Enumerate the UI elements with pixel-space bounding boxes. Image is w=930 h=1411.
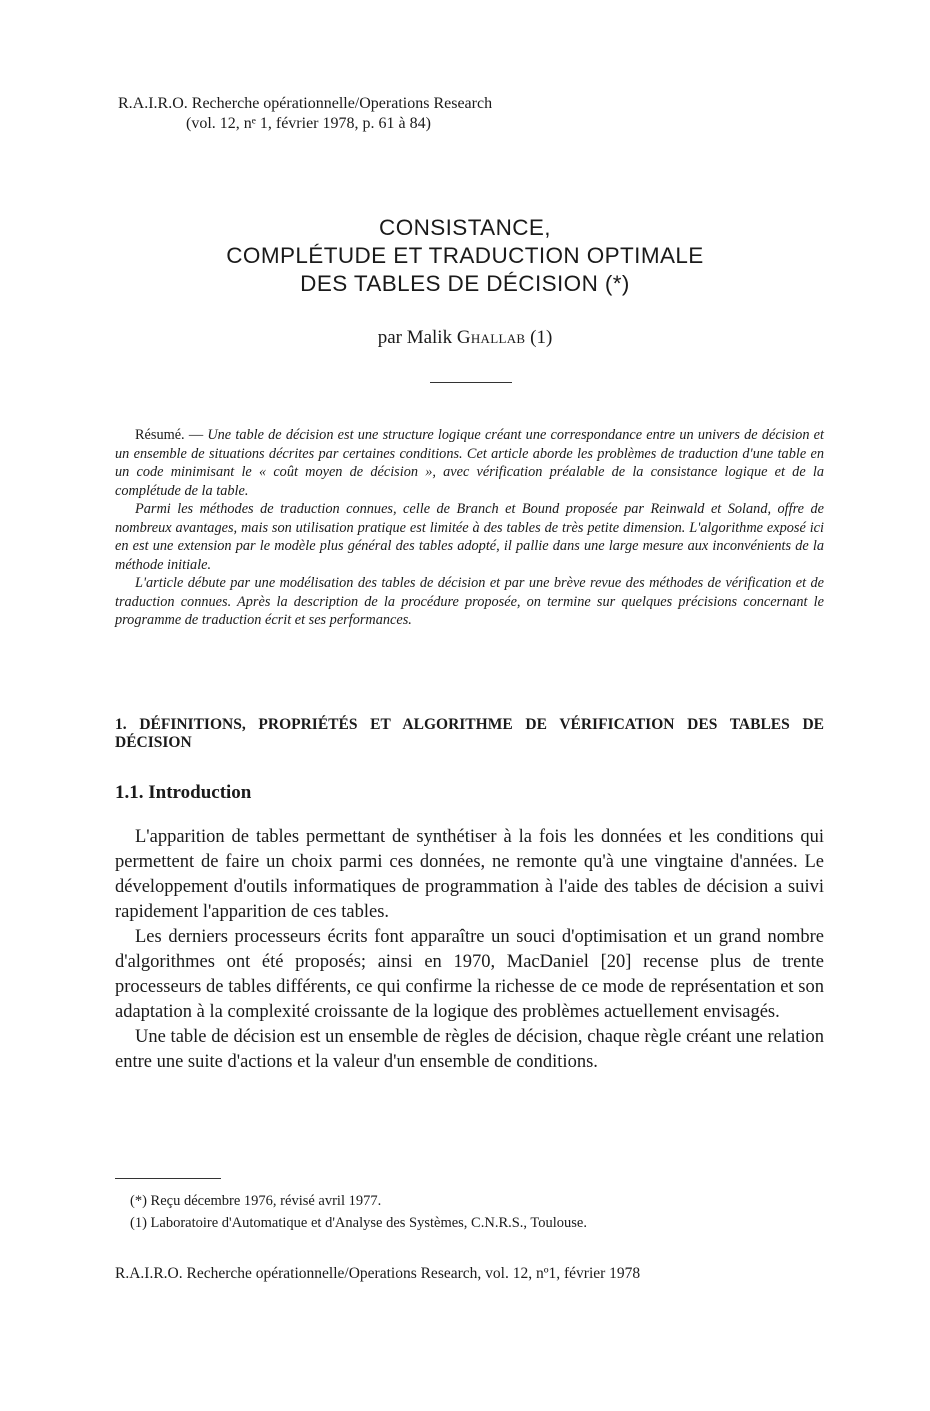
footnote: (*) Reçu décembre 1976, révisé avril 1977. (130, 1193, 382, 1209)
title-line1: CONSISTANCE, (379, 215, 551, 240)
footnote: (1) Laboratoire d'Automatique et d'Analyse des Systèmes, C.N.R.S., Toulouse. (130, 1215, 587, 1231)
body-text (115, 825, 824, 1075)
title-line3: DES TABLES DE DÉCISION (*) (300, 271, 630, 296)
abstract-label: Résumé. — (135, 427, 208, 443)
body-paragraph: Les derniers processeurs écrits font apparaître un souci d'optimisation et un grand nombre d'algorithmes ont été proposés; ainsi en 1970, MacDaniel [20] recense plus de trente processeurs de tables différents, ce qui confirme la richesse de ce mode de représentation et son adaptation à la complexité croissante de la logique des problèmes actuellement envisagés. (115, 927, 824, 1022)
title-divider (430, 382, 512, 383)
subsection-heading: 1.1. Introduction (115, 782, 252, 803)
paper-title (0, 214, 930, 298)
footnote-divider (115, 1178, 221, 1179)
page-footer: R.A.I.R.O. Recherche opérationnelle/Operations Research, vol. 12, nº1, février 1978 (115, 1265, 641, 1282)
abstract-text: Parmi les méthodes de traduction connues, celle de Branch et Bound proposée par Reinwald et Soland, offre de nombreux avantages, mais son utilisation pratique est limitée à des tables de très petite dimension. L'algorithme exposé ici en est une extension par le modèle plus général des tables adopté, il pallie dans une large mesure aux inconvénients de la méthode initiale. (115, 501, 824, 573)
abstract-paragraph (115, 426, 824, 500)
abstract (115, 426, 824, 630)
author-surname: Ghallab (456, 327, 526, 348)
footnotes (130, 1190, 810, 1234)
author-note: (1) (530, 327, 553, 348)
author-prefix: par Malik (377, 327, 453, 348)
abstract-paragraph (115, 574, 824, 630)
body-paragraph: L'apparition de tables permettant de synthétiser à la fois les données et les conditions qui permettent de faire un choix parmi ces données, ne remonte qu'à une vingtaine d'années. Le développement d'outils informatiques de programmation à l'aide des tables de décision a suivi rapidement l'apparition de ces tables. (115, 827, 824, 922)
journal-header-line1: R.A.I.R.O. Recherche opérationnelle/Operations Research (118, 95, 493, 112)
abstract-paragraph (115, 500, 824, 574)
journal-header (118, 94, 492, 134)
title-line2: COMPLÉTUDE ET TRADUCTION OPTIMALE (226, 243, 704, 268)
body-paragraph: Une table de décision est un ensemble de règles de décision, chaque règle créant une relation entre une suite d'actions et la valeur d'un ensemble de conditions. (115, 1027, 824, 1072)
author-line (0, 327, 930, 349)
abstract-text: L'article débute par une modélisation des tables de décision et par une brève revue des méthodes de vérification et de traduction connues. Après la description de la procédure proposée, on termine sur quelques précisions concernant le programme de traduction écrit et ses performances. (115, 575, 824, 628)
abstract-text: Une table de décision est une structure logique créant une correspondance entre un univers de décision et un ensemble de situations décrites par certaines conditions. Cet article aborde les problèmes de traduction d'une table en un code minimisant le « coût moyen de décision », avec vérification préalable de la consistance logique et de la complétude de la table. (115, 427, 824, 499)
journal-header-line2: (vol. 12, nᵉ 1, février 1978, p. 61 à 84) (186, 115, 431, 132)
section-heading: 1. DÉFINITIONS, PROPRIÉTÉS ET ALGORITHME DE VÉRIFICATION DES TABLES DE DÉCISION (115, 716, 824, 751)
